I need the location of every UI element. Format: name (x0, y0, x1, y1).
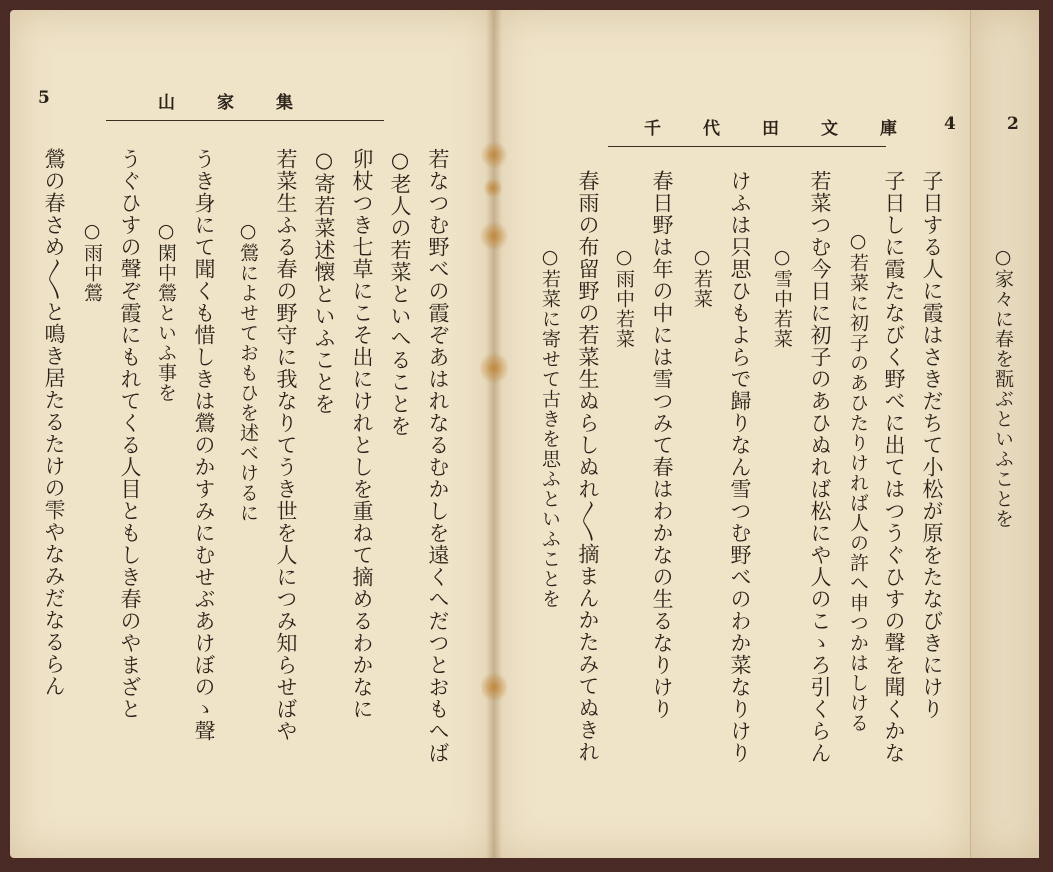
header-rule-left (106, 120, 384, 121)
text-line: ○雨中若菜 (613, 246, 635, 349)
book-gutter (486, 10, 502, 858)
text-line: 鶯の春さめ〳〵と鳴き居たるたけの雫やなみだなるらん (42, 148, 66, 697)
text-line: ○鶯によせておもひを述べけるに (237, 220, 259, 523)
text-line: ○若菜に初子のあひたりければ人の許へ申つかはしける (847, 230, 869, 733)
page-number-edge: 2 (1007, 114, 1019, 134)
text-line: ○若菜 (691, 246, 713, 309)
text-line: ○若菜に寄せて古きを思ふといふことを (539, 246, 561, 609)
header-rule-right (608, 146, 886, 147)
text-line: うき身にて聞くも惜しきは鶯のかすみにむせぶあけぼのゝ聲 (192, 148, 216, 742)
text-line: 春雨の布留野の若菜生ぬらしぬれ〳〵摘まんかたみてぬきれ (576, 170, 600, 763)
text-line: ○家々に春を翫ぶといふことを (992, 246, 1014, 529)
text-line: ○雪中若菜 (771, 246, 793, 349)
left-page (10, 10, 494, 858)
text-line: 若菜生ふる春の野守に我なりてうき世を人につみ知らせばや (274, 148, 298, 742)
stain-mark (480, 350, 508, 386)
running-title-right: 千代田文庫 (644, 119, 939, 139)
text-line: 若なつむ野べの霞ぞあはれなるむかしを遠くへだつとおもへば (426, 148, 450, 764)
running-title-left: 山家集 (158, 93, 335, 113)
text-line: 子日しに霞たなびく野べに出てはつうぐひすの聲を聞くかな (882, 170, 906, 764)
stain-mark (481, 140, 507, 170)
text-line: 若菜つむ今日に初子のあひぬれば松にや人のこゝろ引くらん (808, 170, 832, 764)
text-line: 春日野は年の中には雪つみて春はわかなの生るなりけり (650, 170, 674, 720)
edge-page (970, 10, 1039, 858)
text-line: けふは只思ひもよらで歸りなん雪つむ野べのわか菜なりけり (728, 170, 752, 764)
stain-mark (483, 178, 503, 198)
text-line: 卯杖つき七草にこそ出にけれとしを重ねて摘めるわかなに (350, 148, 374, 720)
page-number-left: 5 (38, 88, 50, 108)
stain-mark (480, 220, 508, 252)
text-line: ○雨中鶯 (81, 220, 103, 303)
text-line: ○老人の若菜といへることを (388, 148, 412, 437)
right-page (494, 10, 970, 858)
page-number-right: 4 (944, 114, 956, 134)
stain-mark (481, 670, 507, 704)
text-line: 子日する人に霞はさきだちて小松が原をたなびきにけり (920, 170, 944, 720)
text-line: ○寄若菜述懐といふことを (312, 148, 336, 415)
text-line: ○閑中鶯といふ事を (155, 220, 177, 403)
text-line: うぐひすの聲ぞ霞にもれてくる人目ともしき春のやまざと (118, 148, 142, 720)
